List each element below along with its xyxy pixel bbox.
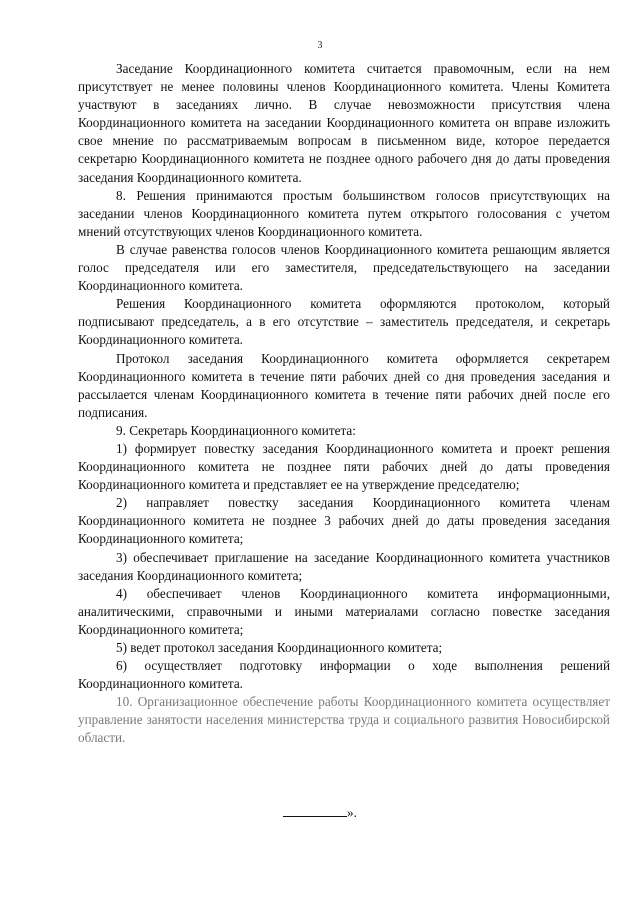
closing-mark xyxy=(0,804,640,821)
list-item-9-4: 4) обеспечивает членов Координационного комитета информационными, аналитическими, справочными и иными материалами согласно повестке заседания Координационного комитета; xyxy=(78,585,610,637)
list-item-9-3: 3) обеспечивает приглашение на заседание Координационного комитета участников заседания Координационного комитета; xyxy=(78,549,610,583)
list-item-9-2: 2) направляет повестку заседания Координационного комитета членам Координационного комитета не позднее 3 рабочих дней до даты проведения заседания Координационного комитета; xyxy=(78,495,610,547)
list-item-9-5: 5) ведет протокол заседания Координационного комитета; xyxy=(116,640,443,655)
signature-line xyxy=(283,804,347,817)
paragraph-protocol-signing: Решения Координационного комитета оформляются протоколом, который подписывают председатель, а в его отсутствие – заместитель председателя, и секретарь Координационного комитета. xyxy=(78,296,610,348)
closing-quote: ». xyxy=(347,805,357,820)
document-body xyxy=(78,60,610,748)
list-item-9-1: 1) формирует повестку заседания Координационного комитета и проект решения Координационного комитета не позднее пяти рабочих дней до даты проведения Координационного комитета и представляет ее на утверждение председателю; xyxy=(78,440,610,493)
paragraph-tie-vote: В случае равенства голосов членов Координационного комитета решающим является голос председателя или его заместителя, председательствующего на заседании Координационного комитета. xyxy=(78,241,610,294)
paragraph-item-8: 8. Решения принимаются простым большинством голосов присутствующих на заседании членов Координационного комитета путем открытого голосования с учетом мнений отсутствующих членов Координационного комитета. xyxy=(78,187,610,239)
paragraph-quorum: Заседание Координационного комитета считается правомочным, если на нем присутствует не менее половины членов Координационного комитета. Члены Комитета участвуют в заседаниях лично. В случае невозможности присутствия члена Координационного комитета на заседании Координационного комитета он вправе изложить свое мнение по рассматриваемым вопросам в письменном виде, которое передается секретарю Координационного комитета не позднее одного рабочего дня до даты проведения заседания Координационного комитета. xyxy=(78,61,610,185)
paragraph-item-10: 10. Организационное обеспечение работы Координационного комитета осуществляет управление занятости населения министерства труда и социального развития Новосибирской области. xyxy=(78,694,610,746)
list-item-9-6: 6) осуществляет подготовку информации о ходе выполнения решений Координационного комитета. xyxy=(78,658,610,692)
paragraph-item-9-heading: 9. Секретарь Координационного комитета: xyxy=(116,422,356,438)
page-number: 3 xyxy=(317,40,323,51)
paragraph-protocol-distribution: Протокол заседания Координационного комитета оформляется секретарем Координационного комитета в течение пяти рабочих дней со дня проведения заседания и рассылается членам Координационного комитета в течение пяти рабочих дней после его подписания. xyxy=(78,350,610,420)
